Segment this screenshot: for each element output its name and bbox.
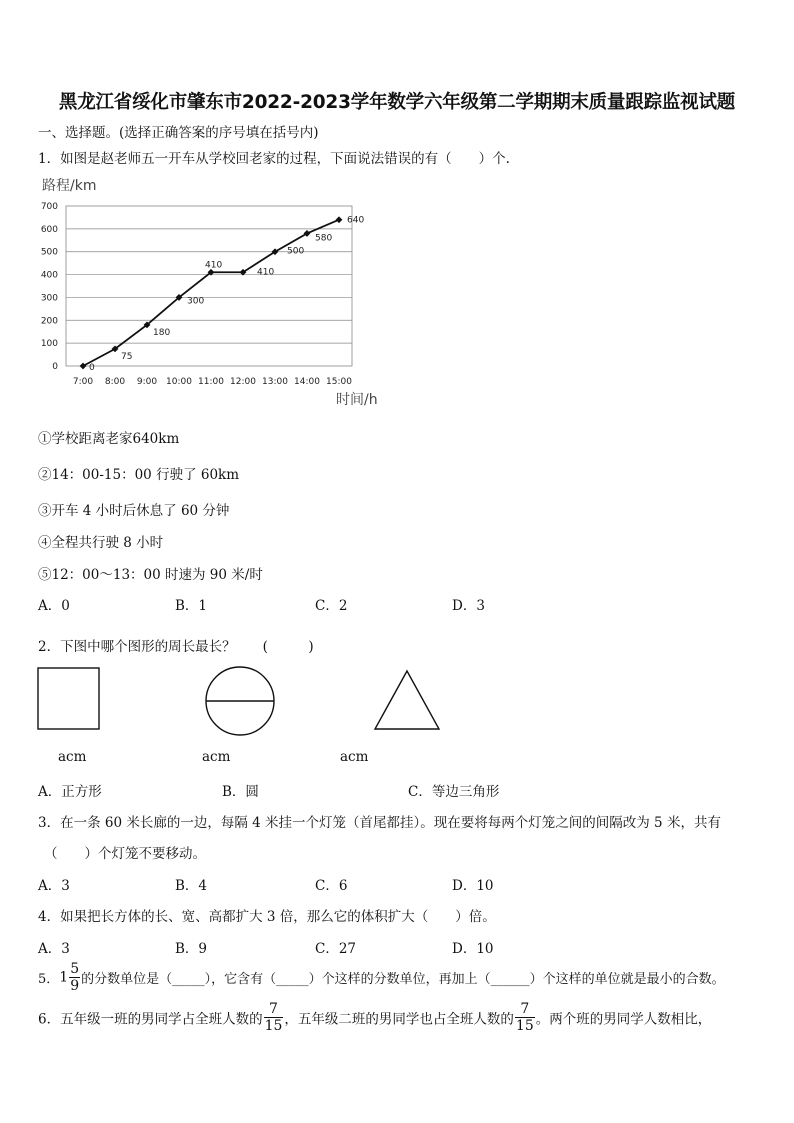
data-point	[80, 363, 87, 370]
q1-option-a[interactable]: A．0	[38, 598, 70, 614]
statement-2: ②14：00-15：00 行驶了 60km	[38, 467, 240, 483]
x-tick-label: 9:00	[136, 377, 158, 387]
question-6	[38, 1002, 711, 1033]
data-point	[336, 216, 343, 223]
question-5	[38, 962, 725, 993]
x-tick-label: 14:00	[294, 377, 320, 387]
section-heading: 一、选择题。(选择正确答案的序号填在括号内)	[38, 125, 319, 141]
data-label: 180	[153, 327, 171, 338]
y-tick-label: 0	[52, 362, 58, 372]
square-label: acm	[58, 749, 87, 765]
q5-numerator: 5	[70, 961, 80, 977]
question-1: 1．如图是赵老师五一开车从学校回老家的过程，下面说法错误的有（ ）个.	[38, 151, 510, 167]
q6-fraction-2	[515, 1002, 535, 1033]
q2-option-a[interactable]: A．正方形	[38, 784, 102, 800]
q6-numerator-1: 7	[264, 1002, 284, 1018]
q2-option-c[interactable]: C．等边三角形	[408, 784, 500, 800]
q5-text: 的分数单位是（_____），它含有（_____）个这样的分数单位，再加上（______）个这样的单位就是最小的合数。	[81, 972, 725, 987]
question-3-line-2: （ ）个灯笼不要移动。	[44, 846, 206, 862]
q1-option-b[interactable]: B．1	[175, 598, 208, 614]
q2-option-b[interactable]: B．圆	[222, 784, 259, 800]
chart-frame	[66, 206, 352, 366]
series-line	[83, 220, 339, 366]
x-tick-label: 7:00	[72, 377, 94, 387]
x-tick-label: 11:00	[198, 377, 224, 387]
q3-option-b[interactable]: B．4	[175, 878, 208, 894]
q5-whole-part: 1	[59, 969, 69, 986]
x-tick-label: 12:00	[230, 377, 256, 387]
q4-option-a[interactable]: A．3	[38, 941, 70, 957]
q6-numerator-2: 7	[515, 1002, 535, 1018]
statement-4: ④全程共行驶 8 小时	[38, 535, 164, 551]
data-label: 410	[257, 267, 275, 278]
question-4: 4．如果把长方体的长、宽、高都扩大 3 倍，那么它的体积扩大（ ）倍。	[38, 909, 496, 925]
y-tick-label: 600	[40, 224, 58, 235]
q4-option-d[interactable]: D．10	[452, 941, 494, 957]
q1-option-c[interactable]: C．2	[315, 598, 348, 614]
triangle-label: acm	[340, 749, 369, 765]
q3-option-c[interactable]: C．6	[315, 878, 348, 894]
x-tick-label: 8:00	[104, 377, 126, 387]
q6-fraction-1	[264, 1002, 284, 1033]
data-label: 580	[315, 233, 333, 244]
q4-option-b[interactable]: B．9	[175, 941, 208, 957]
y-axis-title: 路程/km	[42, 178, 97, 194]
data-label: 500	[287, 246, 305, 257]
q6-text-1: 6．五年级一班的男同学占全班人数的	[38, 1011, 263, 1028]
q5-fraction	[69, 962, 80, 993]
statement-5: ⑤12：00～13：00 时速为 90 米/时	[38, 567, 263, 583]
q3-option-d[interactable]: D．10	[452, 878, 494, 894]
q4-option-c[interactable]: C．27	[315, 941, 357, 957]
data-label: 640	[347, 215, 365, 226]
question-3-line-1: 3．在一条 60 米长廊的一边，每隔 4 米挂一个灯笼（首尾都挂）。现在要将每两个灯笼之间的间隔改为 5 米，共有	[38, 815, 721, 831]
page-title: 黑龙江省绥化市肇东市2022-2023学年数学六年级第二学期期末质量跟踪监视试题	[58, 92, 736, 113]
data-label: 300	[187, 296, 205, 307]
y-tick-label: 500	[40, 247, 58, 258]
y-tick-label: 300	[40, 293, 58, 304]
q6-text-3: 。两个班的男同学人数相比，	[535, 1011, 712, 1028]
distance-time-chart	[30, 172, 400, 412]
statement-3: ③开车 4 小时后休息了 60 分钟	[38, 503, 230, 519]
statement-1: ①学校距离老家640km	[38, 431, 180, 447]
data-label: 75	[121, 351, 133, 362]
question-2: 2．下图中哪个图形的周长最长？ ( )	[38, 639, 314, 655]
data-label: 410	[205, 260, 223, 271]
q5-denominator: 9	[70, 978, 80, 994]
circle-shape	[203, 664, 277, 738]
y-tick-label: 700	[40, 202, 58, 212]
x-tick-label: 15:00	[326, 377, 352, 387]
x-tick-label: 13:00	[262, 377, 288, 387]
q6-denominator-2: 15	[515, 1018, 534, 1034]
x-tick-label: 10:00	[166, 377, 192, 387]
data-label: 0	[89, 363, 95, 373]
q3-option-a[interactable]: A．3	[38, 878, 70, 894]
y-tick-label: 400	[40, 270, 58, 281]
y-tick-label: 100	[40, 339, 58, 350]
triangle-shape	[372, 668, 442, 732]
q6-denominator-1: 15	[264, 1018, 283, 1034]
square-shape	[36, 666, 102, 732]
q1-option-d[interactable]: D．3	[452, 598, 485, 614]
x-axis-title: 时间/h	[336, 392, 378, 408]
circle-label: acm	[202, 749, 231, 765]
q5-number: 5．	[38, 972, 60, 987]
q6-text-2: ，五年级二班的男同学也占全班人数的	[284, 1011, 514, 1028]
y-tick-label: 200	[40, 316, 58, 327]
